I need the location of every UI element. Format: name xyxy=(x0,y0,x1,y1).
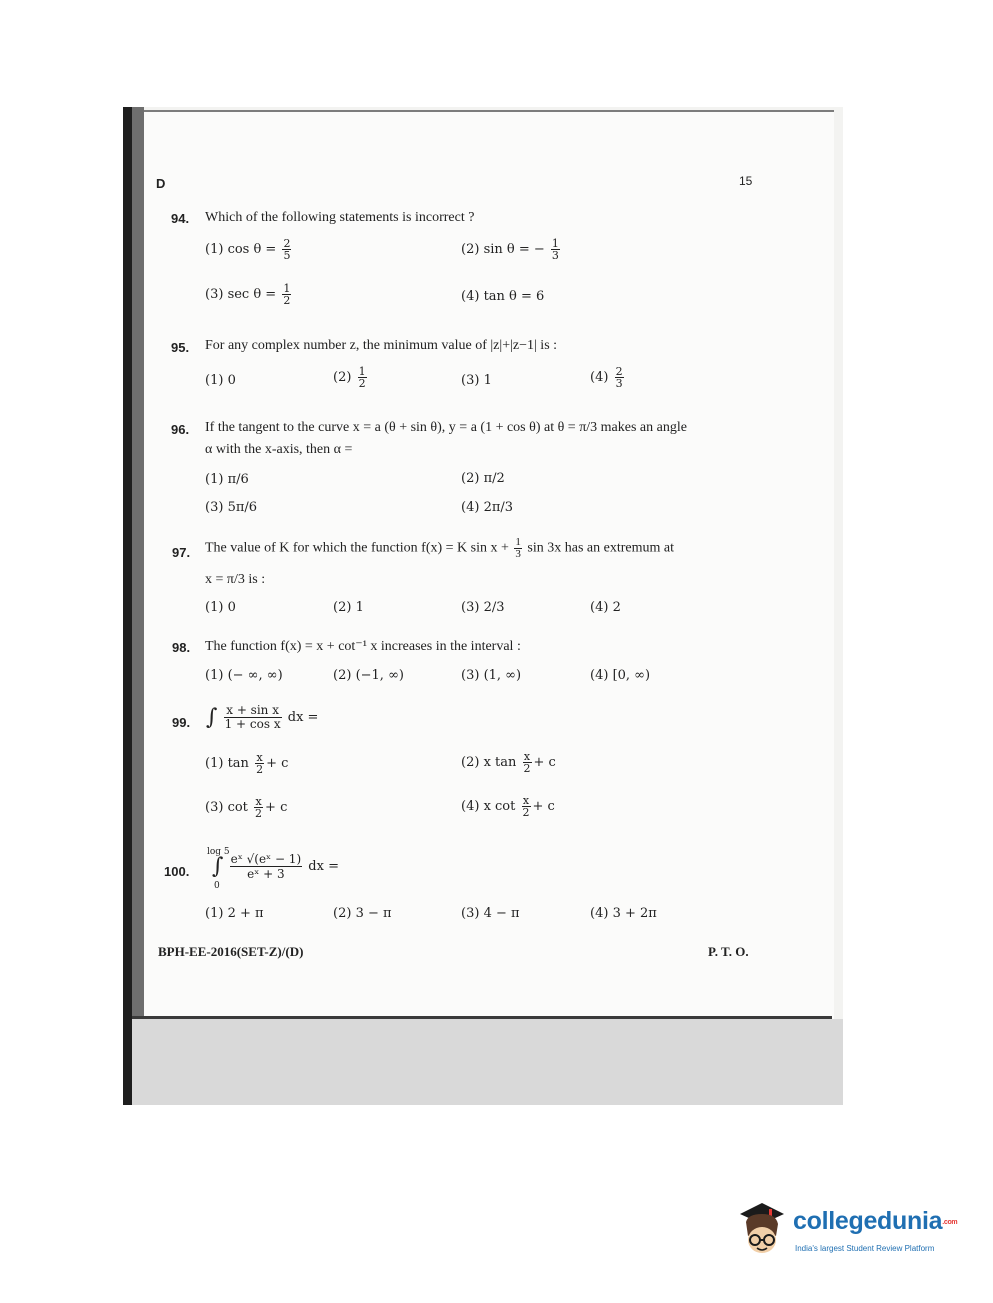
option-label: (2) xyxy=(333,370,352,385)
option-label: (1) xyxy=(205,668,224,683)
question-number-99: 99. xyxy=(172,715,191,730)
q97-option-2 xyxy=(333,600,364,615)
option-label: (4) xyxy=(461,500,480,515)
upper-limit: log 5 xyxy=(207,847,230,857)
option-tail: + c xyxy=(266,756,289,771)
option-label: (2) xyxy=(333,600,352,615)
fraction xyxy=(255,752,264,775)
under-page-shadow xyxy=(132,1019,843,1105)
q96-option-2 xyxy=(461,471,505,486)
q99-integral xyxy=(206,704,318,731)
option-tail: + c xyxy=(532,799,555,814)
q95-option-2 xyxy=(333,366,369,389)
q99-option-2 xyxy=(461,751,556,774)
numerator: x xyxy=(256,751,263,764)
question-number-94: 94. xyxy=(171,211,190,226)
q98-option-4 xyxy=(590,668,650,683)
question-text-97-line1 xyxy=(205,537,674,560)
q100-option-2 xyxy=(333,906,392,921)
question-number-98: 98. xyxy=(172,640,191,655)
denominator: 2 xyxy=(283,294,291,307)
binding-shadow xyxy=(132,107,144,1105)
option-label: (4) xyxy=(461,289,480,304)
option-text: x tan xyxy=(483,755,517,770)
option-text: 5π/6 xyxy=(227,500,258,515)
numerator: x + sin x xyxy=(224,704,282,718)
numerator: 2 xyxy=(283,237,291,250)
fraction xyxy=(282,283,291,306)
option-text: 3 − π xyxy=(355,906,392,921)
option-text: 0 xyxy=(227,600,236,615)
question-number-95: 95. xyxy=(171,340,190,355)
option-text: x cot xyxy=(483,799,516,814)
option-text: tan θ = 6 xyxy=(483,289,545,304)
option-label: (3) xyxy=(461,600,480,615)
fraction xyxy=(224,704,282,731)
option-label: (1) xyxy=(205,600,224,615)
binding-edge xyxy=(123,107,132,1105)
q96-option-4 xyxy=(461,500,513,515)
option-label: (3) xyxy=(461,373,480,388)
option-label: (4) xyxy=(461,799,480,814)
numerator: 1 xyxy=(283,282,291,295)
wordmark-text: collegedunia xyxy=(793,1207,943,1235)
collegedunia-logo-icon xyxy=(736,1200,788,1260)
fraction xyxy=(514,537,522,560)
option-text: (− ∞, ∞) xyxy=(227,668,283,683)
option-label: (4) xyxy=(590,600,609,615)
option-label: (3) xyxy=(461,906,480,921)
option-tail: + c xyxy=(265,800,288,815)
denominator: 5 xyxy=(283,249,291,262)
option-text: 2 + π xyxy=(227,906,264,921)
question-number-100: 100. xyxy=(164,864,190,879)
option-text: (1, ∞) xyxy=(483,668,522,683)
q94-option-2 xyxy=(461,238,562,261)
option-text: 4 − π xyxy=(483,906,520,921)
question-text-94: Which of the following statements is incorrect ? xyxy=(205,210,475,225)
q95-option-3 xyxy=(461,373,492,388)
lower-limit: 0 xyxy=(214,881,220,891)
q95-option-1 xyxy=(205,373,236,388)
paper-code: BPH-EE-2016(SET-Z)/(D) xyxy=(158,944,304,959)
denominator: 2 xyxy=(523,762,531,775)
logo-tagline: India's largest Student Review Platform xyxy=(795,1244,935,1253)
q96-option-3 xyxy=(205,500,257,515)
numerator: x xyxy=(523,750,531,763)
question-text-96-line2: α with the x-axis, then α = xyxy=(205,442,353,457)
option-label: (4) xyxy=(590,906,609,921)
option-label: (1) xyxy=(205,906,224,921)
option-text: tan xyxy=(227,756,249,771)
denominator: 2 xyxy=(358,377,366,390)
numerator: 1 xyxy=(551,237,559,250)
q96-option-1 xyxy=(205,472,249,487)
option-text: sin θ = − xyxy=(483,242,545,257)
integral-tail: dx = xyxy=(308,859,339,874)
fraction xyxy=(615,366,624,389)
q97-option-1 xyxy=(205,600,236,615)
option-text: π/2 xyxy=(483,471,505,486)
fraction xyxy=(523,751,532,774)
option-text: 0 xyxy=(227,373,236,388)
q99-option-3 xyxy=(205,796,287,819)
fraction xyxy=(551,238,560,261)
q100-option-3 xyxy=(461,906,520,921)
question-text: sin 3x has an extremum at xyxy=(527,540,674,556)
option-label: (2) xyxy=(461,471,480,486)
option-label: (1) xyxy=(205,373,224,388)
set-letter: D xyxy=(156,176,166,191)
option-text: 2 xyxy=(612,600,621,615)
fraction xyxy=(230,852,303,881)
option-tail: + c xyxy=(533,755,556,770)
option-label: (2) xyxy=(461,242,480,257)
page-number: 15 xyxy=(739,174,753,188)
numerator: eˣ √(eˣ − 1) xyxy=(230,852,302,866)
question-number-97: 97. xyxy=(172,545,191,560)
option-text: 1 xyxy=(483,373,492,388)
q100-option-4 xyxy=(590,906,657,921)
option-label: (4) xyxy=(590,668,609,683)
fraction xyxy=(254,796,263,819)
numerator: 1 xyxy=(515,536,521,548)
numerator: x xyxy=(255,795,262,808)
option-text: (−1, ∞) xyxy=(355,668,404,683)
option-label: (3) xyxy=(461,668,480,683)
option-text: 2π/3 xyxy=(483,500,514,515)
denominator: 3 xyxy=(615,377,623,390)
q95-option-4 xyxy=(590,366,626,389)
q99-option-4 xyxy=(461,795,555,818)
denominator: 3 xyxy=(515,548,521,560)
integral-sign: ∫ xyxy=(206,705,218,730)
option-label: (2) xyxy=(461,755,480,770)
collegedunia-wordmark[interactable] xyxy=(793,1207,957,1236)
denominator: 3 xyxy=(551,249,559,262)
fraction xyxy=(358,366,367,389)
denominator: 2 xyxy=(255,807,263,820)
question-text-98: The function f(x) = x + cot⁻¹ x increases in the interval : xyxy=(205,639,521,654)
q100-option-1 xyxy=(205,906,264,921)
denominator: 1 + cos x xyxy=(224,717,281,731)
option-label: (1) xyxy=(205,756,224,771)
fraction xyxy=(282,238,291,261)
integral-tail: dx = xyxy=(287,710,319,725)
denominator: 2 xyxy=(256,763,264,776)
q99-option-1 xyxy=(205,752,288,775)
pto-label: P. T. O. xyxy=(708,944,749,959)
q94-option-1 xyxy=(205,238,293,261)
question-number-96: 96. xyxy=(171,422,190,437)
q100-integral xyxy=(212,852,339,881)
question-text-96-line1: If the tangent to the curve x = a (θ + sin θ), y = a (1 + cos θ) at θ = π/3 makes an angle xyxy=(205,420,687,435)
q97-option-3 xyxy=(461,600,504,615)
option-text: π/6 xyxy=(227,472,249,487)
option-text: 3 + 2π xyxy=(612,906,657,921)
denominator: 2 xyxy=(522,806,530,819)
option-text: sec θ = xyxy=(227,287,277,302)
option-label: (3) xyxy=(205,287,224,302)
option-label: (4) xyxy=(590,370,609,385)
q94-option-3 xyxy=(205,283,293,306)
q97-option-4 xyxy=(590,600,621,615)
option-label: (2) xyxy=(333,668,352,683)
question-text-95: For any complex number z, the minimum value of |z|+|z−1| is : xyxy=(205,338,558,353)
wordmark-suffix: .com xyxy=(942,1218,958,1226)
option-text: cos θ = xyxy=(227,242,277,257)
fraction xyxy=(522,795,531,818)
option-text: cot xyxy=(227,800,248,815)
option-label: (1) xyxy=(205,472,224,487)
option-text: [0, ∞) xyxy=(612,668,651,683)
option-text: 1 xyxy=(355,600,364,615)
question-text-97-line2: x = π/3 is : xyxy=(205,572,266,587)
numerator: 1 xyxy=(358,365,366,378)
q98-option-2 xyxy=(333,668,404,683)
q94-option-4 xyxy=(461,289,544,304)
denominator: eˣ + 3 xyxy=(247,867,285,881)
integral-sign: ∫ xyxy=(212,854,224,879)
option-text: 2/3 xyxy=(483,600,505,615)
question-text: The value of K for which the function f(x) = K sin x + xyxy=(205,540,509,556)
numerator: x xyxy=(522,794,530,807)
q98-option-1 xyxy=(205,668,283,683)
option-label: (3) xyxy=(205,800,224,815)
option-label: (1) xyxy=(205,242,224,257)
numerator: 2 xyxy=(615,365,623,378)
q98-option-3 xyxy=(461,668,521,683)
option-label: (2) xyxy=(333,906,352,921)
option-label: (3) xyxy=(205,500,224,515)
